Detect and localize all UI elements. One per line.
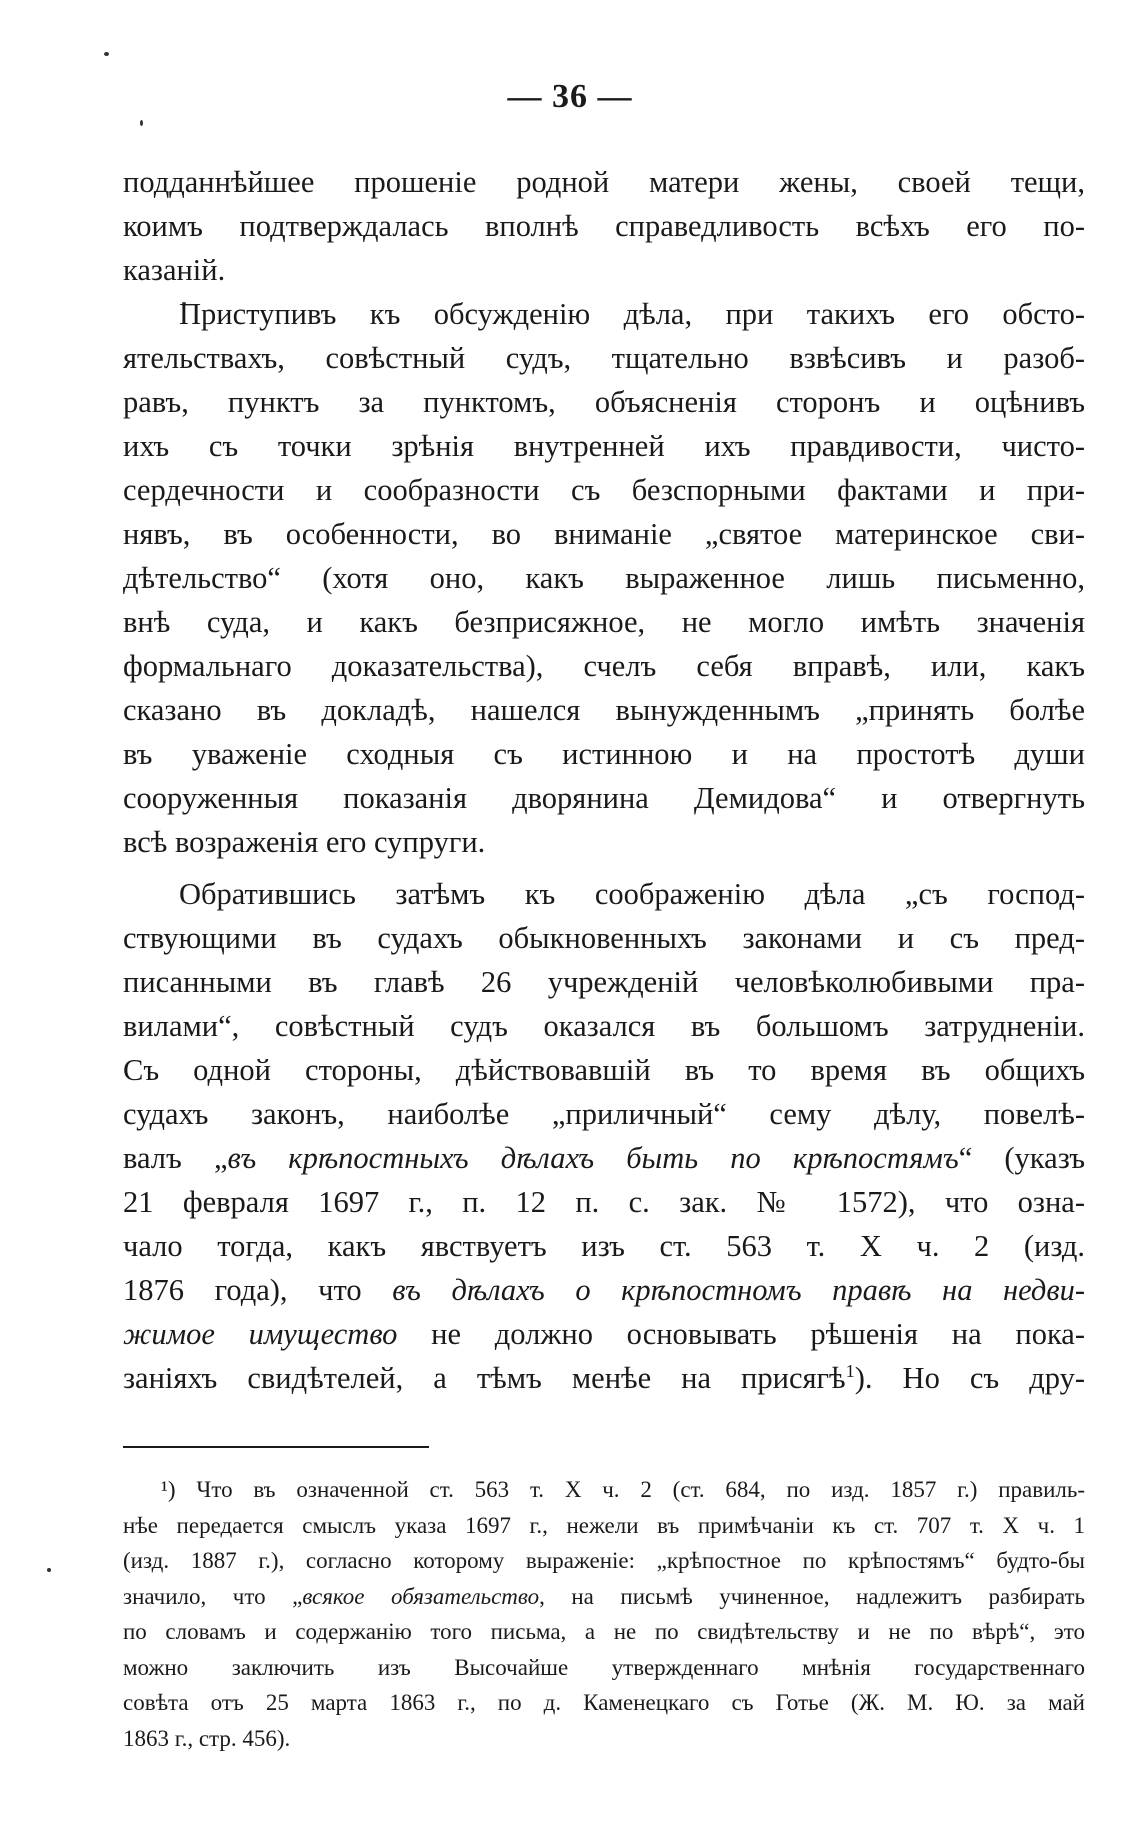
footnote-line xyxy=(123,1472,1085,1508)
footnote-marker: ¹) xyxy=(161,1477,176,1502)
print-speck xyxy=(47,1568,51,1572)
footnote-line: по словамъ и содержанію того письма, а не по свидѣтельству и не по вѣрѣ“, это xyxy=(123,1619,1085,1644)
text-line: ствующими въ судахъ обыкновенныхъ законами и съ пред- xyxy=(123,921,1085,955)
text-line: коимъ подтверждалась вполнѣ справедливость всѣхъ его по- xyxy=(123,209,1085,243)
text-fragment: Что въ означенной ст. 563 т. X ч. 2 (ст. 684, по изд. 1857 г.) правиль- xyxy=(196,1477,1085,1502)
footnote-line: нѣе передается смыслъ указа 1697 г., нежели въ примѣчаніи къ ст. 707 т. X ч. 1 xyxy=(123,1512,1085,1538)
footnote-line: 1863 г., стр. 456). xyxy=(123,1725,291,1751)
text-line: всѣ возраженія его супруги. xyxy=(123,825,486,859)
main-text xyxy=(123,160,1085,1400)
text-fragment: , на письмѣ учиненное, надлежитъ разбирать xyxy=(539,1583,1085,1609)
footnote-line: (изд. 1887 г.), согласно которому выраженіе: „крѣпостное по крѣпостямъ“ будто-бы xyxy=(123,1548,1085,1573)
text-line: чало тогда, какъ явствуетъ изъ ст. 563 т. X ч. 2 (изд. xyxy=(123,1229,1085,1263)
text-line: писанными въ главѣ 26 учрежденій человѣколюбивыми пра- xyxy=(123,965,1085,999)
text-line xyxy=(123,1136,1085,1180)
text-line: нявъ, въ особенности, во вниманіе „святое материнское сви- xyxy=(123,517,1085,551)
text-line xyxy=(123,1268,1085,1312)
text-line: дѣтельство“ (хотя оно, какъ выраженное лишь письменно, xyxy=(123,561,1085,595)
text-line xyxy=(123,1356,1085,1400)
text-line: вилами“, совѣстный судъ оказался въ большомъ затрудненіи. xyxy=(123,1009,1085,1043)
text-line xyxy=(123,1312,1085,1356)
footnote-divider xyxy=(123,1446,429,1448)
text-line: ятельствахъ, совѣстный судъ, тщательно взвѣсивъ и разоб- xyxy=(123,341,1085,375)
italic-quote: въ крѣпостныхъ дѣлахъ быть по крѣпостямъ xyxy=(227,1141,959,1175)
text-fragment: “ (указъ xyxy=(958,1141,1085,1175)
text-fragment: заніяхъ свидѣтелей, а тѣмъ менѣе на присягѣ xyxy=(123,1361,846,1395)
text-fragment: ). Но съ дру- xyxy=(854,1361,1085,1395)
footnote-line xyxy=(123,1579,1085,1615)
text-line: подданнѣйшее прошеніе родной матери жены, своей тещи, xyxy=(123,165,1085,199)
text-line: судахъ законъ, наиболѣе „приличный“ сему дѣлу, повелѣ- xyxy=(123,1097,1085,1131)
text-fragment: значило, что „ xyxy=(123,1583,303,1609)
footnote-line: можно заключить изъ Высочайше утвержденнаго мнѣнія государственнаго xyxy=(123,1654,1085,1680)
text-line: равъ, пунктъ за пунктомъ, объясненія сторонъ и оцѣнивъ xyxy=(123,385,1085,419)
print-speck xyxy=(140,120,143,126)
text-line: въ уваженіе сходныя съ истинною и на простотѣ души xyxy=(123,737,1085,771)
text-line: казаній. xyxy=(123,253,226,287)
footnote-ref: 1 xyxy=(845,1360,855,1381)
page-number: — 36 — xyxy=(507,78,633,115)
italic-phrase: жимое имущество xyxy=(123,1317,398,1351)
italic-phrase: въ дѣлахъ о крѣпостномъ правѣ на недви- xyxy=(392,1273,1085,1307)
text-line: сказано въ докладѣ, нашелся вынужденнымъ „принять болѣе xyxy=(123,693,1085,727)
text-line: ихъ съ точки зрѣнія внутренней ихъ правдивости, чисто- xyxy=(123,429,1085,463)
text-line: Приступивъ къ обсужденію дѣла, при такихъ его обсто- xyxy=(179,297,1085,331)
print-speck xyxy=(104,52,109,56)
text-line: внѣ суда, и какъ безприсяжное, не могло имѣть значенія xyxy=(123,605,1085,639)
text-line: сердечности и сообразности съ безспорными фактами и при- xyxy=(123,473,1085,507)
text-fragment: валъ „ xyxy=(123,1141,228,1175)
italic-phrase: всякое обязательство xyxy=(302,1583,540,1609)
footnote xyxy=(123,1472,1085,1756)
text-fragment: 1876 года), что xyxy=(123,1273,393,1307)
text-line: Обратившись затѣмъ къ соображенію дѣла „съ господ- xyxy=(179,877,1085,911)
text-fragment: не должно основывать рѣшенія на пока- xyxy=(397,1317,1085,1351)
text-line: формальнаго доказательства), счелъ себя вправѣ, или, какъ xyxy=(123,649,1085,683)
text-line: сооруженныя показанія дворянина Демидова“ и отвергнуть xyxy=(123,781,1085,815)
footnote-line: совѣта отъ 25 марта 1863 г., по д. Каменецкаго съ Готье (Ж. М. Ю. за май xyxy=(123,1690,1085,1715)
text-line: Съ одной стороны, дѣйствовавшій въ то время въ общихъ xyxy=(123,1053,1085,1087)
text-line: 21 февраля 1697 г., п. 12 п. с. зак. № 1572), что озна- xyxy=(123,1185,1085,1219)
